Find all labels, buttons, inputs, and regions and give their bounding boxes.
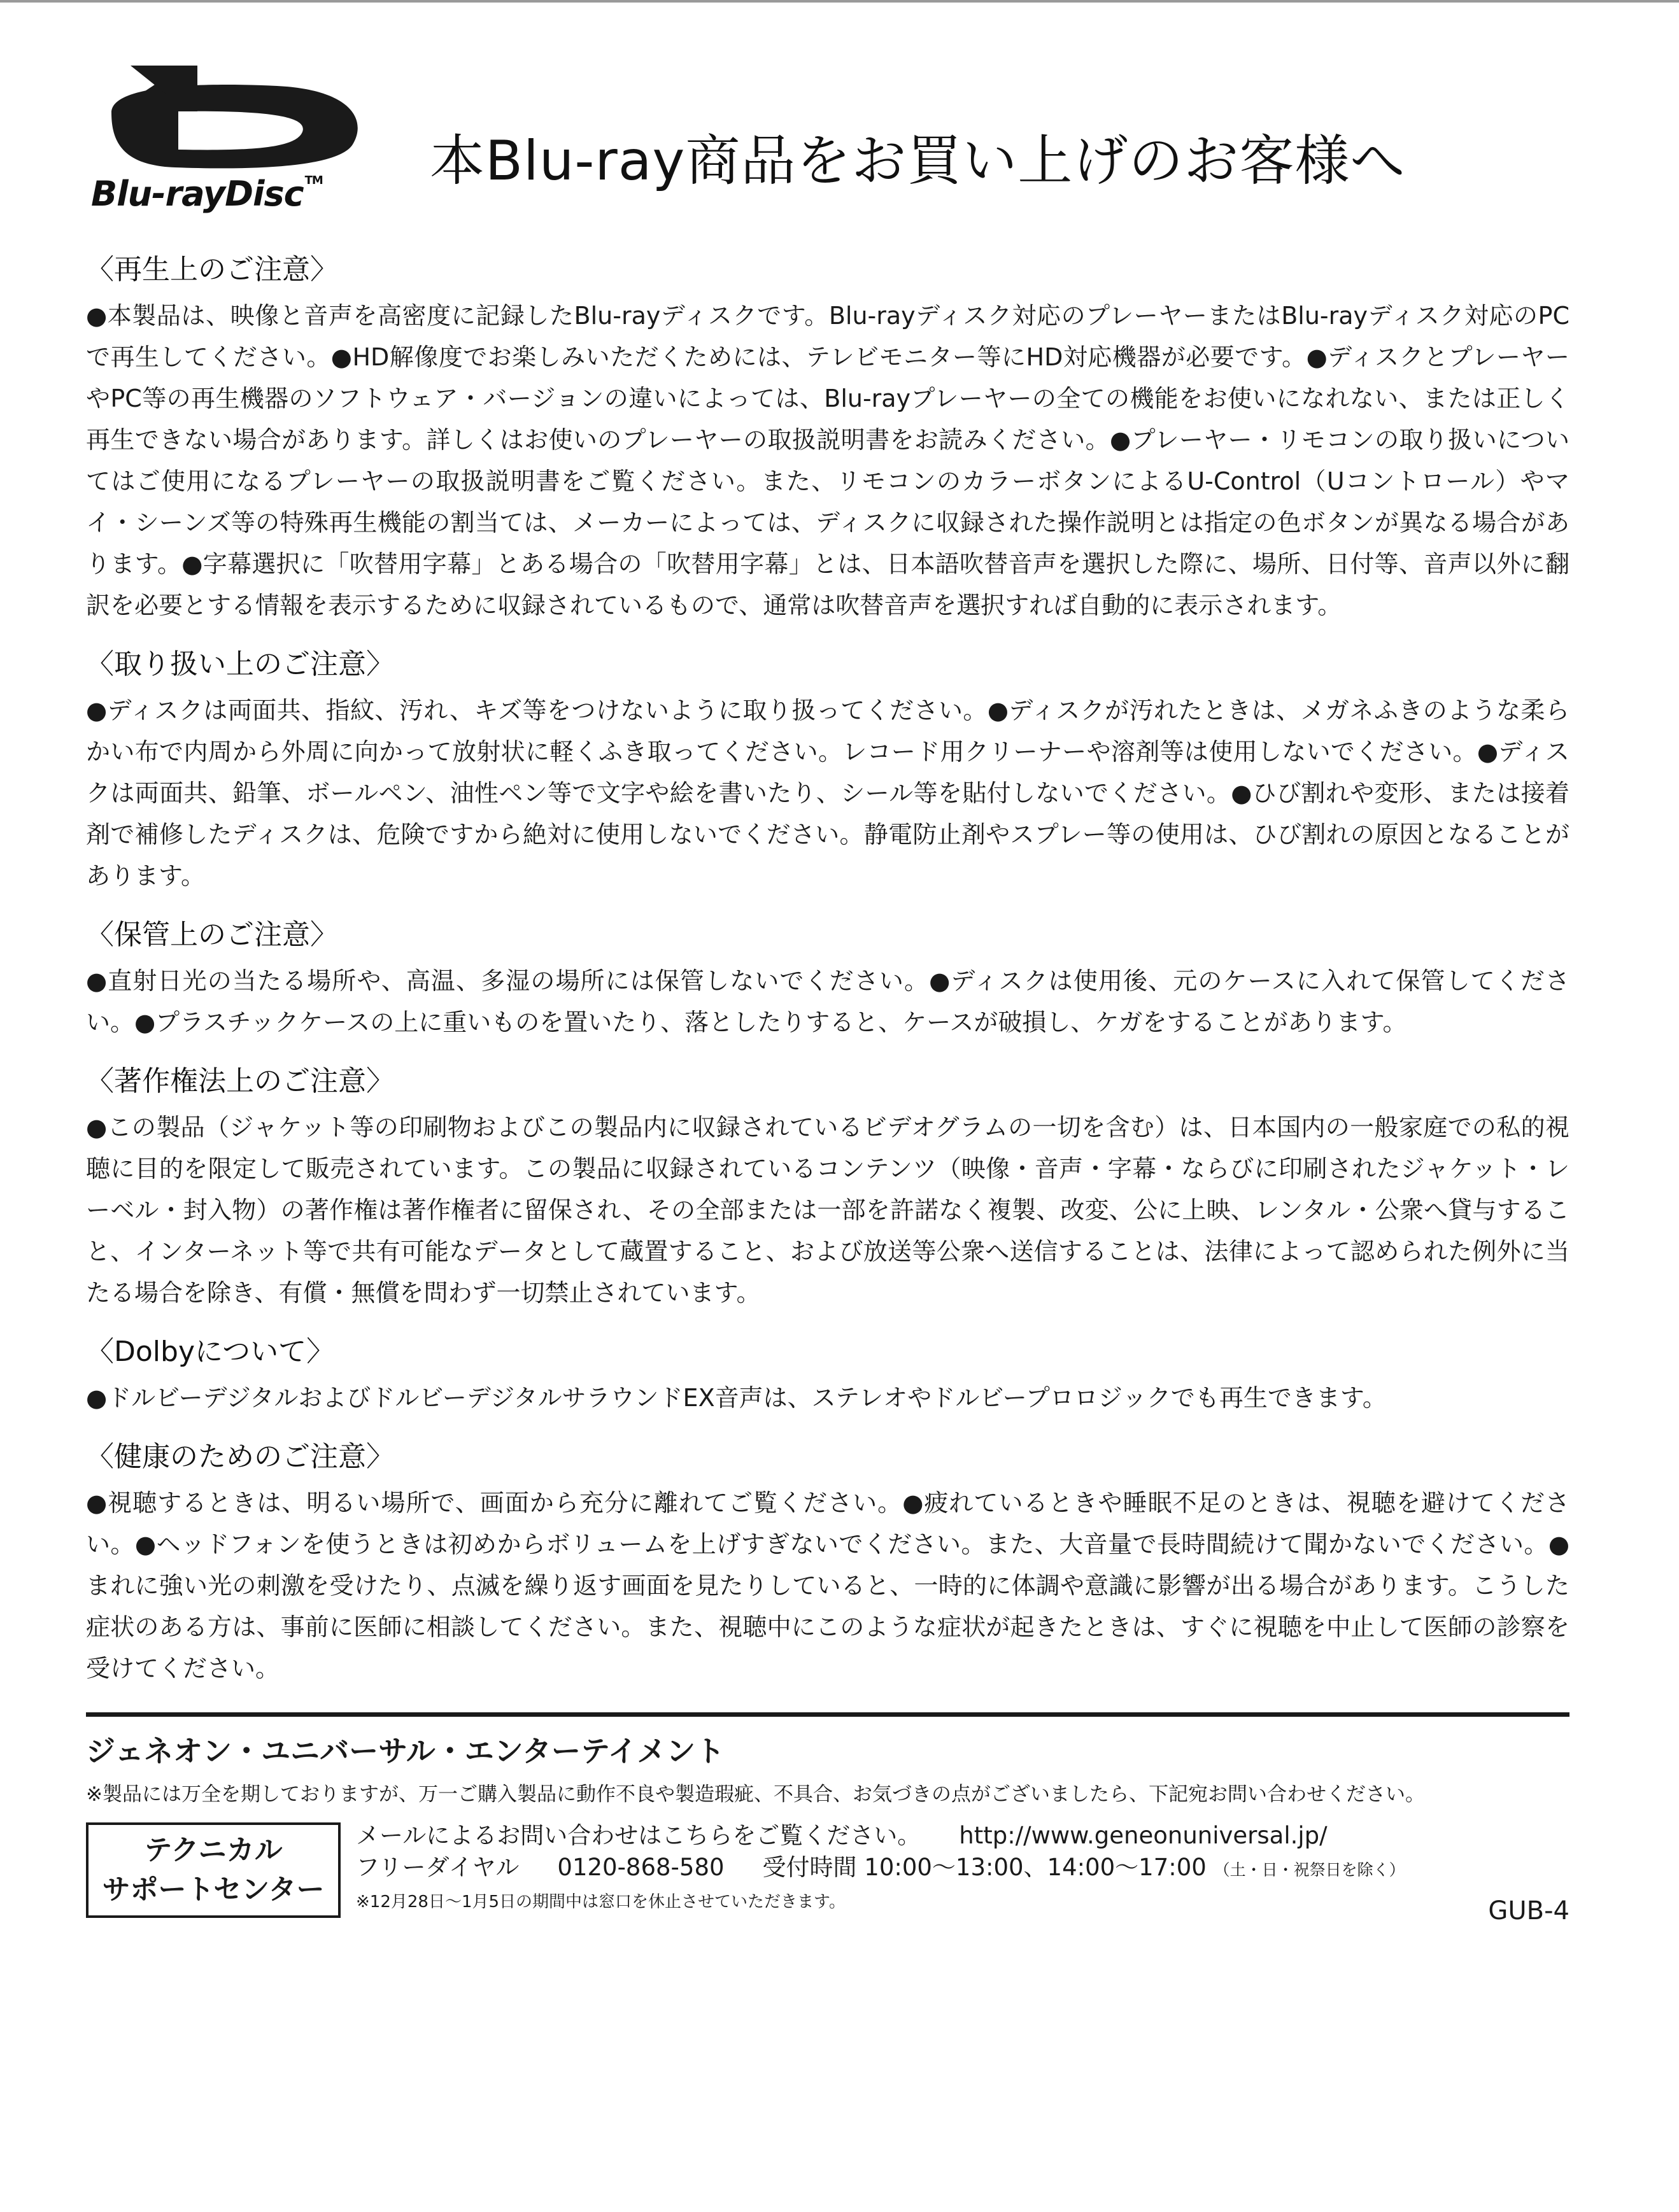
hours-value: 10:00～13:00、14:00～17:00 bbox=[864, 1854, 1207, 1881]
support-box-line1: テクニカル bbox=[144, 1834, 283, 1866]
section-playback bbox=[86, 248, 1569, 626]
section-storage bbox=[86, 913, 1569, 1043]
section-health bbox=[86, 1435, 1569, 1689]
section-body: ●本製品は、映像と音声を高密度に記録したBlu-rayディスクです。Blu-rayディスク対応のプレーヤーまたはBlu-rayディスク対応のPCで再生してください。●HD解像度でお楽しみいただくためには、テレビモニター等にHD対応機器が必要です。●ディスクとプレーヤーやPC等の再生機器のソフトウェア・バージョンの違いによっては、Blu-rayプレーヤーの全ての機能をお使いになれない、または正しく再生できない場合があります。詳しくはお使いのプレーヤーの取扱説明書をお読みください。●プレーヤー・リモコンの取り扱いについてはご使用になるプレーヤーの取扱説明書をご覧ください。また、リモコンのカラーボタンによるU-Control（Uコントロール）やマイ・シーンズ等の特殊再生機能の割当ては、メーカーによっては、ディスクに収録された操作説明とは指定の色ボタンが異なる場合があります。●字幕選択に「吹替用字幕」とある場合の「吹替用字幕」とは、日本語吹替音声を選択した際に、場所、日付等、音声以外に翻訳を必要とする情報を表示するために収録されているもので、通常は吹替音声を選択すれば自動的に表示されます。 bbox=[86, 302, 1569, 619]
section-copyright bbox=[86, 1060, 1569, 1314]
support-info bbox=[86, 1820, 1569, 1926]
support-details bbox=[356, 1820, 1405, 1918]
phone-number: 0120-868-580 bbox=[557, 1854, 725, 1881]
hours-label: 受付時間 bbox=[762, 1854, 857, 1881]
freedial-label: フリーダイヤル bbox=[356, 1854, 520, 1881]
phone-line bbox=[356, 1852, 1405, 1886]
top-border bbox=[0, 0, 1679, 3]
disclaimer: ※製品には万全を期しておりますが、万一ご購入製品に動作不良や製造瑕疵、不具合、お気づきの点がございましたら、下記宛お問い合わせください。 bbox=[86, 1783, 1425, 1806]
section-handling bbox=[86, 643, 1569, 897]
page bbox=[86, 60, 1569, 1926]
section-body: ●視聴するときは、明るい場所で、画面から充分に離れてご覧ください。●疲れているときや睡眠不足のときは、視聴を避けてください。●ヘッドフォンを使うときは初めからボリュームを上げすぎないでください。また、大音量で長時間続けて聞かないでください。●まれに強い光の刺激を受けたり、点滅を繰り返す画面を見たりしていると、一時的に体調や意識に影響が出る場合があります。こうした症状のある方は、事前に医師に相談してください。また、視聴中にこのような症状が起きたときは、すぐに視聴を中止して医師の診察を受けてください。 bbox=[86, 1489, 1569, 1682]
section-heading: 〈保管上のご注意〉 bbox=[86, 919, 338, 951]
section-heading: 〈取り扱い上のご注意〉 bbox=[86, 648, 394, 680]
section-dolby bbox=[86, 1330, 1569, 1419]
hours-note: （土・日・祝祭日を除く） bbox=[1214, 1861, 1405, 1879]
holiday-note: ※12月28日～1月5日の期間中は窓口を休止させていただきます。 bbox=[356, 1892, 846, 1912]
support-url-link[interactable]: http://www.geneonuniversal.jp/ bbox=[959, 1822, 1328, 1849]
support-box-line2: サポートセンター bbox=[102, 1873, 325, 1906]
section-body: ●直射日光の当たる場所や、高温、多湿の場所には保管しないでください。●ディスクは使用後、元のケースに入れて保管してください。●プラスチックケースの上に重いものを置いたり、落としたりすると、ケースが破損し、ケガをすることがあります。 bbox=[86, 967, 1569, 1036]
section-heading: 〈健康のためのご注意〉 bbox=[86, 1441, 394, 1473]
section-heading: 〈再生上のご注意〉 bbox=[86, 253, 338, 286]
mail-line bbox=[356, 1820, 1405, 1852]
support-center-box bbox=[86, 1822, 341, 1918]
header bbox=[86, 60, 1569, 248]
section-body: ●ドルビーデジタルおよびドルビーデジタルサラウンドEX音声は、ステレオやドルビープロロジックでも再生できます。 bbox=[86, 1384, 1387, 1412]
mail-text: メールによるお問い合わせはこちらをご覧ください。 bbox=[356, 1822, 921, 1849]
product-code: GUB-4 bbox=[1488, 1896, 1569, 1926]
footer bbox=[86, 1731, 1569, 1926]
section-body: ●この製品（ジャケット等の印刷物およびこの製品内に収録されているビデオグラムの一切を含む）は、日本国内の一般家庭での私的視聴に目的を限定して販売されています。この製品に収録されているコンテンツ（映像・音声・字幕・ならびに印刷されたジャケット・レーベル・封入物）の著作権は著作権者に留保され、その全部または一部を許諾なく複製、改変、公に上映、レンタル・公衆へ貸与すること、インターネット等で共有可能なデータとして蔵置すること、および放送等公衆へ送信することは、法律によって認められた例外に当たる場合を除き、有償・無償を問わず一切禁止されています。 bbox=[86, 1113, 1569, 1307]
section-heading: 〈著作権法上のご注意〉 bbox=[86, 1065, 394, 1097]
company-name: ジェネオン・ユニバーサル・エンターテイメント bbox=[86, 1734, 725, 1768]
footer-divider bbox=[86, 1712, 1569, 1717]
page-title: 本Blu-ray商品をお買い上げのお客様へ bbox=[430, 129, 1406, 193]
section-body: ●ディスクは両面共、指紋、汚れ、キズ等をつけないように取り扱ってください。●ディスクが汚れたときは、メガネふきのような柔らかい布で内周から外周に向かって放射状に軽くふき取ってください。レコード用クリーナーや溶剤等は使用しないでください。●ディスクは両面共、鉛筆、ボールペン、油性ペン等で文字や絵を書いたり、シール等を貼付しないでください。●ひび割れや変形、または接着剤で補修したディスクは、危険ですから絶対に使用しないでください。静電防止剤やスプレー等の使用は、ひび割れの原因となることがあります。 bbox=[86, 696, 1569, 890]
section-heading: 〈Dolbyについて〉 bbox=[86, 1335, 335, 1368]
bluray-wordmark: Blu-rayDisc ™ bbox=[91, 174, 323, 214]
bluray-logo bbox=[86, 60, 366, 220]
bluray-disc-icon bbox=[86, 60, 366, 175]
